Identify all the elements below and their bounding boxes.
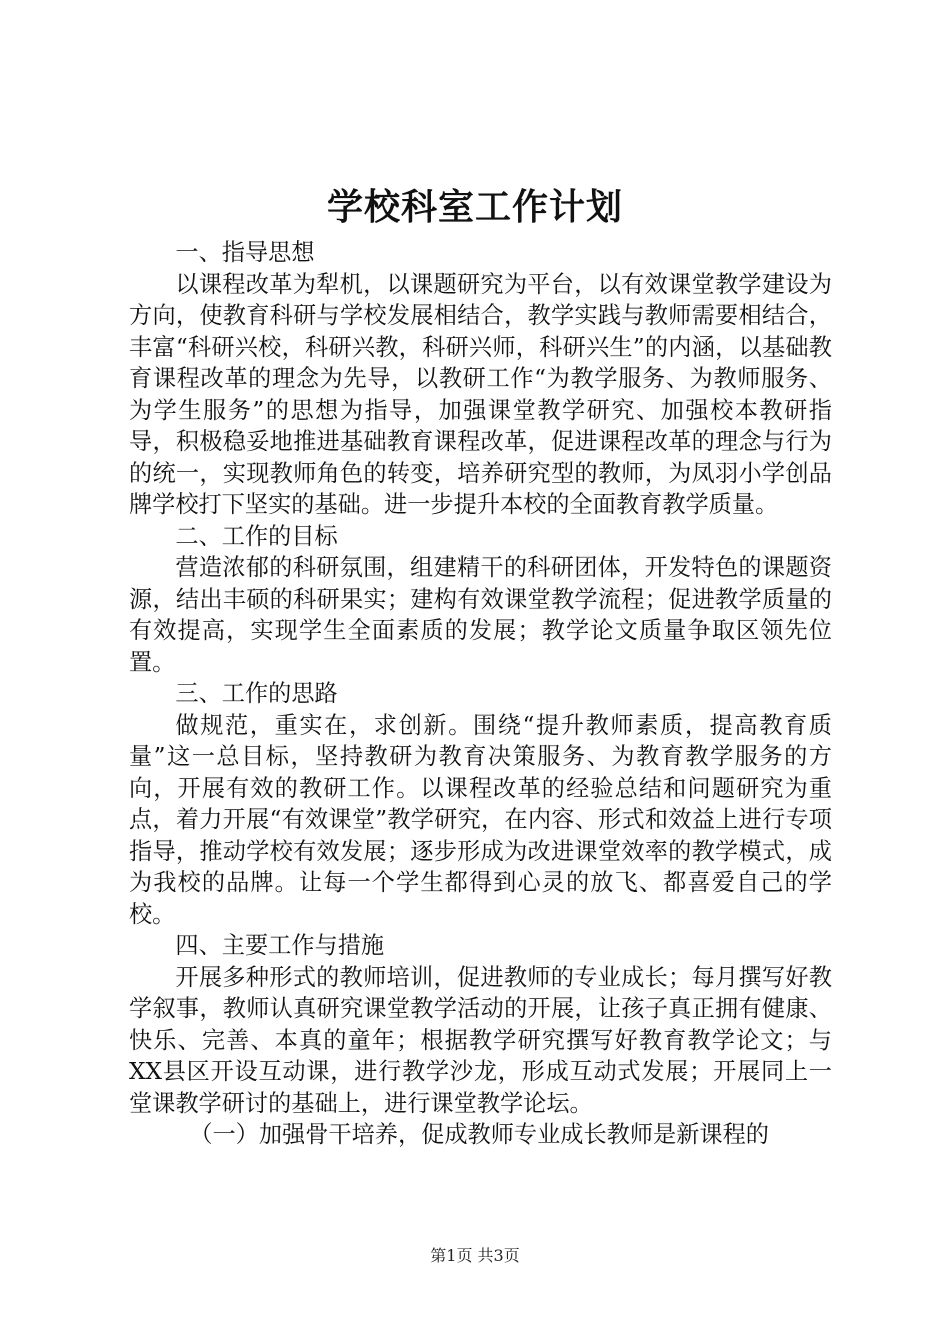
section-heading-work-goals: 二、工作的目标: [175, 522, 338, 550]
subsection-backbone-training: （一）加强骨干培养，促成教师专业成长教师是新课程的: [189, 1121, 769, 1148]
section-heading-main-work-measures: 四、主要工作与措施: [175, 932, 385, 959]
paragraph-work-goals: 营造浓郁的科研氛围，组建精干的科研团体，开发特色的课题资源，结出丰硕的科研果实；建构有效课堂教学流程；促进教学质量的有效提高，实现学生全面素质的发展；教学论文质量争取区领先位置。: [129, 554, 832, 676]
paragraph-guiding-thought: 以课程改革为犁机，以课题研究为平台，以有效课堂教学建设为方向，使教育科研与学校发展相结合，教学实践与教师需要相结合，丰富“科研兴校，科研兴教，科研兴师，科研兴生”的内涵，以基础教育课程改革的理念为先导，以教研工作“为教学服务、为教师服务、为学生服务”的思想为指导，加强课堂教学研究、加强校本教研指导，积极稳妥地推进基础教育课程改革，促进课程改革的理念与行为的统一，实现教师角色的转变，培养研究型的教师，为凤羽小学创品牌学校打下坚实的基础。进一步提升本校的全面教育教学质量。: [129, 270, 832, 518]
document-title: 学校科室工作计划: [326, 187, 623, 228]
paragraph-work-approach: 做规范，重实在，求创新。围绕“提升教师素质，提高教育质量”这一总目标，坚持教研为教育决策服务、为教育教学服务的方向，开展有效的教研工作。以课程改革的经验总结和问题研究为重点，着力开展“有效课堂”教学研究，在内容、形式和效益上进行专项指导，推动学校有效发展；逐步形成为改进课堂效率的教学模式，成为我校的品牌。让每一个学生都得到心灵的放飞、都喜爱自己的学校。: [129, 711, 832, 928]
document-body: [129, 237, 832, 1151]
paragraph-main-work-measures: 开展多种形式的教师培训，促进教师的专业成长；每月撰写好教学叙事，教师认真研究课堂教学活动的开展，让孩子真正拥有健康、快乐、完善、本真的童年；根据教学研究撰写好教育教学论文；与XX县区开设互动课，进行教学沙龙，形成互动式发展；开展同上一堂课教学研讨的基础上，进行课堂教学论坛。: [129, 963, 832, 1117]
section-heading-guiding-thought: 一、指导思想: [175, 239, 315, 266]
page-footer: 第1页 共3页: [430, 1246, 520, 1265]
section-heading-work-approach: 三、工作的思路: [175, 680, 338, 707]
